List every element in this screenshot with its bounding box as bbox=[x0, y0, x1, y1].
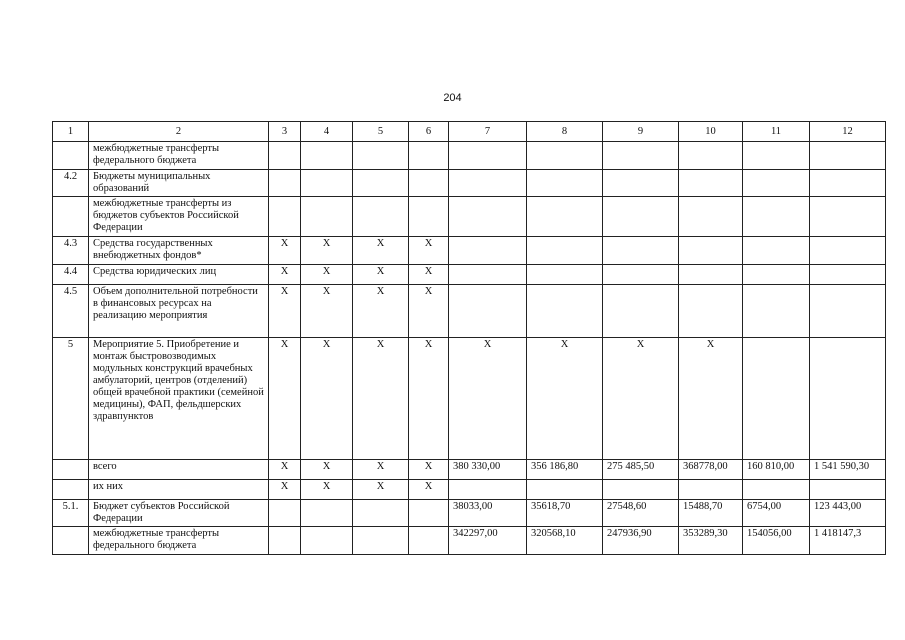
value-cell bbox=[743, 170, 810, 197]
row-number-cell: 4.3 bbox=[53, 237, 89, 265]
value-cell: Х bbox=[603, 338, 679, 460]
value-cell bbox=[679, 265, 743, 285]
value-cell: Х bbox=[269, 480, 301, 500]
row-name-cell: Бюджеты муниципальных образований bbox=[89, 170, 269, 197]
value-cell: Х bbox=[353, 460, 409, 480]
value-cell bbox=[743, 265, 810, 285]
value-cell: Х bbox=[301, 480, 353, 500]
value-cell bbox=[743, 197, 810, 237]
value-cell: 353289,30 bbox=[679, 527, 743, 555]
value-cell: 342297,00 bbox=[449, 527, 527, 555]
value-cell bbox=[449, 237, 527, 265]
value-cell bbox=[810, 285, 886, 338]
value-cell bbox=[810, 265, 886, 285]
header-cell: 2 bbox=[89, 122, 269, 142]
value-cell bbox=[527, 265, 603, 285]
value-cell: 15488,70 bbox=[679, 500, 743, 527]
value-cell: Х bbox=[301, 265, 353, 285]
value-cell: 275 485,50 bbox=[603, 460, 679, 480]
value-cell: Х bbox=[269, 237, 301, 265]
value-cell: Х bbox=[353, 338, 409, 460]
row-number-cell bbox=[53, 527, 89, 555]
row-number-cell: 5 bbox=[53, 338, 89, 460]
value-cell: 1 418147,3 bbox=[810, 527, 886, 555]
value-cell bbox=[679, 237, 743, 265]
value-cell bbox=[743, 142, 810, 170]
value-cell: Х bbox=[527, 338, 603, 460]
value-cell bbox=[449, 285, 527, 338]
value-cell: 380 330,00 bbox=[449, 460, 527, 480]
value-cell bbox=[679, 197, 743, 237]
value-cell: Х bbox=[409, 460, 449, 480]
value-cell: Х bbox=[269, 265, 301, 285]
row-name-cell: Бюджет субъектов Российской Федерации bbox=[89, 500, 269, 527]
value-cell bbox=[603, 197, 679, 237]
table-row bbox=[53, 142, 886, 170]
value-cell bbox=[449, 265, 527, 285]
table-row bbox=[53, 527, 886, 555]
value-cell bbox=[743, 480, 810, 500]
row-number-cell: 4.5 bbox=[53, 285, 89, 338]
value-cell: 35618,70 bbox=[527, 500, 603, 527]
value-cell bbox=[679, 480, 743, 500]
row-name-cell: межбюджетные трансферты федерального бюджета bbox=[89, 527, 269, 555]
value-cell: 247936,90 bbox=[603, 527, 679, 555]
table-row bbox=[53, 285, 886, 338]
value-cell bbox=[527, 170, 603, 197]
value-cell bbox=[743, 338, 810, 460]
row-name-cell: Средства государственных внебюджетных фондов* bbox=[89, 237, 269, 265]
value-cell bbox=[301, 527, 353, 555]
value-cell bbox=[679, 285, 743, 338]
value-cell bbox=[409, 527, 449, 555]
value-cell: 123 443,00 bbox=[810, 500, 886, 527]
table-row bbox=[53, 237, 886, 265]
value-cell bbox=[449, 142, 527, 170]
value-cell bbox=[409, 197, 449, 237]
table-row bbox=[53, 480, 886, 500]
header-cell: 1 bbox=[53, 122, 89, 142]
row-number-cell: 4.2 bbox=[53, 170, 89, 197]
row-number-cell bbox=[53, 460, 89, 480]
value-cell: Х bbox=[269, 285, 301, 338]
header-cell: 6 bbox=[409, 122, 449, 142]
value-cell bbox=[603, 285, 679, 338]
value-cell bbox=[353, 170, 409, 197]
value-cell bbox=[810, 480, 886, 500]
value-cell bbox=[810, 197, 886, 237]
header-cell: 8 bbox=[527, 122, 603, 142]
value-cell bbox=[527, 142, 603, 170]
value-cell: Х bbox=[409, 237, 449, 265]
value-cell bbox=[810, 170, 886, 197]
value-cell: Х bbox=[353, 480, 409, 500]
value-cell: 27548,60 bbox=[603, 500, 679, 527]
value-cell bbox=[301, 142, 353, 170]
value-cell bbox=[449, 170, 527, 197]
value-cell: Х bbox=[353, 237, 409, 265]
value-cell: 154056,00 bbox=[743, 527, 810, 555]
value-cell bbox=[603, 237, 679, 265]
value-cell bbox=[301, 170, 353, 197]
value-cell: Х bbox=[301, 237, 353, 265]
value-cell: 1 541 590,30 bbox=[810, 460, 886, 480]
value-cell bbox=[679, 142, 743, 170]
row-name-cell: Мероприятие 5. Приобретение и монтаж быстровозводимых модульных конструкций врачебных амбулаторий, центров (отделений) общей врачебной практики (семейной медицины), ФАП, фельдшерских здравпунктов bbox=[89, 338, 269, 460]
value-cell bbox=[603, 170, 679, 197]
value-cell bbox=[353, 142, 409, 170]
row-name-cell: их них bbox=[89, 480, 269, 500]
value-cell bbox=[603, 265, 679, 285]
value-cell bbox=[527, 480, 603, 500]
header-cell: 9 bbox=[603, 122, 679, 142]
header-cell: 5 bbox=[353, 122, 409, 142]
value-cell: 38033,00 bbox=[449, 500, 527, 527]
value-cell: 6754,00 bbox=[743, 500, 810, 527]
value-cell bbox=[269, 500, 301, 527]
value-cell: Х bbox=[409, 480, 449, 500]
row-number-cell bbox=[53, 480, 89, 500]
table-row bbox=[53, 500, 886, 527]
value-cell bbox=[269, 170, 301, 197]
value-cell: Х bbox=[409, 338, 449, 460]
header-cell: 12 bbox=[810, 122, 886, 142]
row-number-cell: 5.1. bbox=[53, 500, 89, 527]
row-number-cell bbox=[53, 197, 89, 237]
table-row bbox=[53, 265, 886, 285]
header-cell: 11 bbox=[743, 122, 810, 142]
header-cell: 10 bbox=[679, 122, 743, 142]
value-cell bbox=[269, 527, 301, 555]
row-name-cell: межбюджетные трансферты федерального бюджета bbox=[89, 142, 269, 170]
value-cell bbox=[449, 197, 527, 237]
value-cell bbox=[269, 142, 301, 170]
budget-table bbox=[52, 121, 886, 555]
page-number: 204 bbox=[443, 92, 462, 104]
value-cell bbox=[353, 527, 409, 555]
value-cell: Х bbox=[679, 338, 743, 460]
value-cell bbox=[269, 197, 301, 237]
value-cell: Х bbox=[301, 460, 353, 480]
value-cell bbox=[527, 237, 603, 265]
row-name-cell: Средства юридических лиц bbox=[89, 265, 269, 285]
value-cell bbox=[810, 338, 886, 460]
row-name-cell: Объем дополнительной потребности в финансовых ресурсах на реализацию мероприятия bbox=[89, 285, 269, 338]
value-cell bbox=[301, 500, 353, 527]
value-cell: Х bbox=[409, 265, 449, 285]
value-cell bbox=[449, 480, 527, 500]
table-row bbox=[53, 460, 886, 480]
value-cell: Х bbox=[449, 338, 527, 460]
value-cell bbox=[527, 197, 603, 237]
value-cell bbox=[353, 197, 409, 237]
row-name-cell: всего bbox=[89, 460, 269, 480]
value-cell bbox=[301, 197, 353, 237]
header-cell: 3 bbox=[269, 122, 301, 142]
row-name-cell: межбюджетные трансферты из бюджетов субъектов Российской Федерации bbox=[89, 197, 269, 237]
table-row bbox=[53, 338, 886, 460]
value-cell: 160 810,00 bbox=[743, 460, 810, 480]
table-row bbox=[53, 197, 886, 237]
value-cell bbox=[810, 237, 886, 265]
value-cell: Х bbox=[353, 285, 409, 338]
value-cell: 356 186,80 bbox=[527, 460, 603, 480]
value-cell bbox=[409, 500, 449, 527]
value-cell bbox=[743, 237, 810, 265]
value-cell bbox=[353, 500, 409, 527]
table-row bbox=[53, 170, 886, 197]
table-header-row bbox=[53, 122, 886, 142]
value-cell: Х bbox=[353, 265, 409, 285]
value-cell bbox=[603, 480, 679, 500]
value-cell bbox=[603, 142, 679, 170]
value-cell: Х bbox=[269, 338, 301, 460]
value-cell bbox=[679, 170, 743, 197]
row-number-cell: 4.4 bbox=[53, 265, 89, 285]
value-cell bbox=[743, 285, 810, 338]
value-cell: Х bbox=[409, 285, 449, 338]
value-cell: Х bbox=[269, 460, 301, 480]
value-cell: Х bbox=[301, 338, 353, 460]
header-cell: 4 bbox=[301, 122, 353, 142]
value-cell: Х bbox=[301, 285, 353, 338]
value-cell: 368778,00 bbox=[679, 460, 743, 480]
value-cell bbox=[409, 142, 449, 170]
header-cell: 7 bbox=[449, 122, 527, 142]
row-number-cell bbox=[53, 142, 89, 170]
value-cell: 320568,10 bbox=[527, 527, 603, 555]
value-cell bbox=[527, 285, 603, 338]
value-cell bbox=[810, 142, 886, 170]
value-cell bbox=[409, 170, 449, 197]
